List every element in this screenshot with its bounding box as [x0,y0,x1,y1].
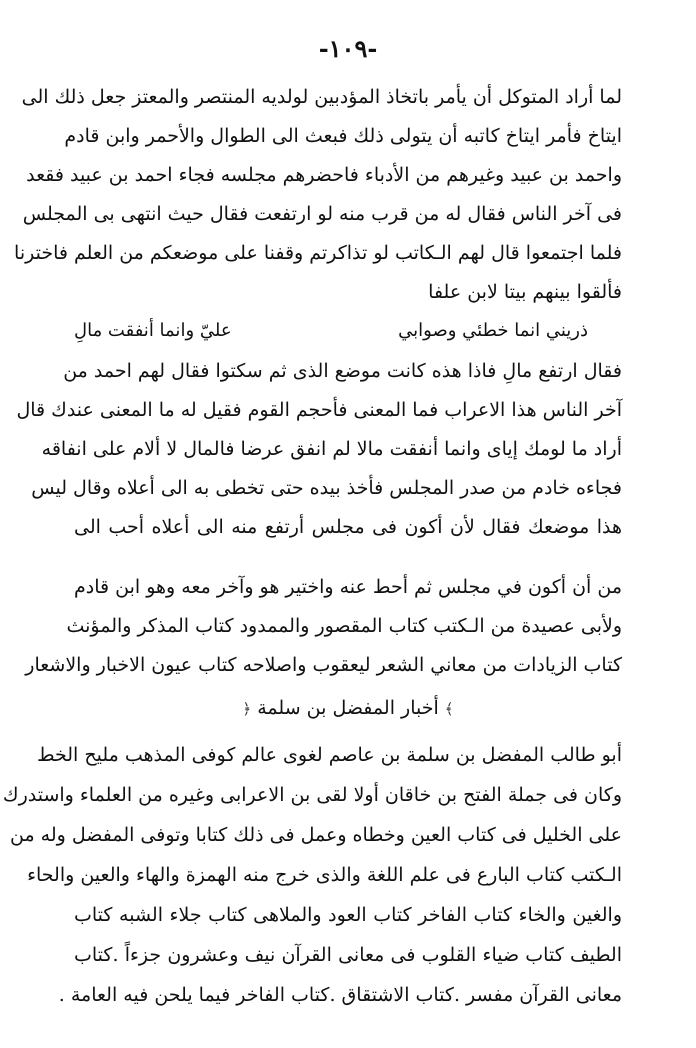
text-line: كتاب الزيادات من معاني الشعر ليعقوب واصلاحه كتاب عيون الاخبار والاشعار [25,654,622,676]
text-line: والغين والخاء كتاب الفاخر كتاب العود والملاهى كتاب جلاء الشبه كتاب [74,904,622,926]
text-line: أراد ما لومك إياى وانما أنفقت مالا لم انفق عرضا فالمال لا ألام على انفاقه [41,438,622,460]
text-line: على الخليل فى كتاب العين وخطاه وعمل فى ذلك كتابا وتوفى المفضل وله من [9,824,622,846]
verse-first-hemistich: ذريني انما خطئي وصوابي [398,320,588,341]
text-line: آخر الناس هذا الاعراب فما المعنى فأحجم القوم فقيل له ما المعنى عندك قال [16,399,622,421]
text-line: فقال ارتفع مالِ فاذا هذه كانت موضع الذى ثم سكتوا فقال لهم احمد من [63,360,622,382]
text-line: فجاءه خادم من صدر المجلس فأخذ بيده حتى تخطى به الى أعلاه وقال ليس [31,477,622,499]
section-heading [0,690,696,726]
text-line: فألقوا بينهم بيتا لابن علفا [428,281,622,303]
section-heading-text: أخبار المفضل بن سلمة [257,697,439,719]
text-line: واحمد بن عبيد وغيرهم من الأدباء فاحضرهم مجلسه فجاء احمد بن عبيد فقعد [26,164,622,186]
text-line: ايتاخ فأمر ايتاخ كاتبه أن يتولى ذلك فبعث الى الطوال والأحمر وابن قادم [64,125,622,147]
text-line: ولأبى عصيدة من الـكتب كتاب المقصور والممدود كتاب المذكر والمؤنث [66,615,622,637]
text-line: فلما اجتمعوا قال لهم الـكاتب لو تذاكرتم وقفنا على موضعكم من العلم فاخترنا [14,242,622,264]
heading-ornament-left: ﴿ [242,700,252,718]
verse-second-hemistich: عليّ وانما أنفقت مالِ [74,320,232,341]
text-line: الـكتب كتاب البارع فى علم اللغة والذى خرج منه الهمزة والهاء والعين والحاء [27,864,622,886]
text-line: وكان فى جملة الفتح بن خاقان أولا لقى بن الاعرابى وغيره من العلماء واستدرك [2,784,622,806]
heading-ornament-right: ﴾ [444,700,454,718]
text-line: أبو طالب المفضل بن سلمة بن عاصم لغوى عالم كوفى المذهب مليح الخط [36,744,622,766]
page-number: -١٠٩- [318,34,378,63]
text-line: لما أراد المتوكل أن يأمر باتخاذ المؤدبين لولديه المنتصر والمعتز جعل ذلك الى [21,86,622,108]
text-line: فى آخر الناس فقال له من قرب منه لو ارتفعت فقال حيث انتهى بى المجلس [22,203,622,225]
text-line: الطيف كتاب ضياء القلوب فى معانى القرآن نيف وعشرون جزءاً .كتاب [74,944,622,966]
text-line: هذا موضعك فقال لأن أكون فى مجلس أرتفع منه الى أعلاه أحب الى [74,516,622,538]
text-line: معانى القرآن مفسر .كتاب الاشتقاق .كتاب الفاخر فيما يلحن فيه العامة . [58,984,622,1006]
text-line: من أن أكون في مجلس ثم أحط عنه واختير هو وآخر معه وهو ابن قادم [74,576,622,598]
